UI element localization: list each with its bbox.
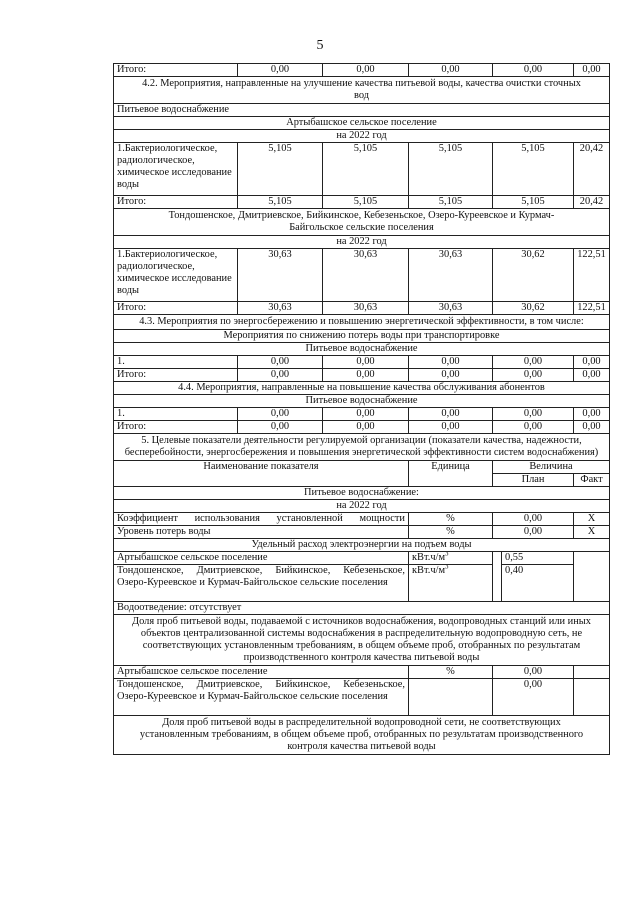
program-table bbox=[113, 63, 610, 755]
table-row: 1. 0,00 0,00 0,00 0,00 0,00 bbox=[114, 356, 610, 369]
table-row: Итого: 0,00 0,00 0,00 0,00 0,00 bbox=[114, 421, 610, 434]
section-heading: 4.2. Мероприятия, направленные на улучшение качества питьевой воды, качества очистки сточных вод bbox=[114, 77, 610, 104]
table-row: Мероприятия по снижению потерь воды при транспортировке bbox=[114, 330, 610, 343]
table-row: Тондошенское, Дмитриевское, Бийкинское, Кебезеньское, Озеро-Куреевское и Курмач-Байгольское сельские поселения bbox=[114, 209, 610, 236]
table-row: Водоотведение: отсутствует bbox=[114, 602, 610, 615]
table-row: Артыбашское сельское поселение $кВт.ч/м^3$ 0,55 bbox=[114, 552, 610, 565]
table-row: Итого: 5,105 5,105 5,105 5,105 20,42 bbox=[114, 196, 610, 209]
table-row: Тондошенское, Дмитриевское, Бийкинское, Кебезеньское, Озеро-Куреевское и Курмач-Байгольское сельские поселения $кВт.ч/м^3$ 0,40 bbox=[114, 565, 610, 602]
table-row: на 2022 год bbox=[114, 236, 610, 249]
section-heading: 5. Целевые показатели деятельности регулируемой организации (показатели качества, надежности, бесперебойности, энергосбережения и повышения энергетической эффективности систем водоснабжения) bbox=[114, 434, 610, 461]
indicators-header: Наименование показателя Единица Величина bbox=[114, 461, 610, 474]
table-row: Итого: 0,00 0,00 0,00 0,00 0,00 bbox=[114, 64, 610, 77]
indicators-header: План Факт bbox=[114, 474, 610, 487]
table-row: Питьевое водоснабжение bbox=[114, 395, 610, 408]
table-row: 1.Бактериологическое, радиологическое, химическое исследование воды 5,105 5,105 5,105 5,105 20,42 bbox=[114, 143, 610, 196]
page-number: 5 bbox=[316, 38, 324, 53]
table-row: Тондошенское, Дмитриевское, Бийкинское, Кебезеньское, Озеро-Куреевское и Курмач-Байгольское сельские поселения 0,00 bbox=[114, 679, 610, 716]
table-row: Питьевое водоснабжение: bbox=[114, 487, 610, 500]
table-row: 1. 0,00 0,00 0,00 0,00 0,00 bbox=[114, 408, 610, 421]
table-row: на 2022 год bbox=[114, 130, 610, 143]
table-row: Коэффициент использования установленной мощности % 0,00 Х bbox=[114, 513, 610, 526]
table-row: Итого: 30,63 30,63 30,63 30,62 122,51 bbox=[114, 302, 610, 315]
table-row: Итого: 0,00 0,00 0,00 0,00 0,00 bbox=[114, 369, 610, 382]
itogo-label: Итого: bbox=[114, 64, 238, 77]
section-heading: 4.4. Мероприятия, направленные на повышение качества обслуживания абонентов bbox=[114, 382, 610, 395]
table-row: Удельный расход электроэнергии на подъем воды bbox=[114, 539, 610, 552]
table-row: Уровень потерь воды % 0,00 Х bbox=[114, 526, 610, 539]
table-row: на 2022 год bbox=[114, 500, 610, 513]
measure-label: 1.Бактериологическое, радиологическое, химическое исследование воды bbox=[114, 143, 238, 196]
table-row: Артыбашское сельское поселение bbox=[114, 117, 610, 130]
section-heading: 4.3. Мероприятия по энергосбережению и повышению энергетической эффективности, в том числе: bbox=[114, 315, 610, 330]
table-row: Доля проб питьевой воды в распределительной водопроводной сети, не соответствующих установленным требованиям, в общем объеме проб, отобранных по результатам производственного контроля качества питьевой воды bbox=[114, 716, 610, 755]
table-row: 1.Бактериологическое, радиологическое, химическое исследование воды 30,63 30,63 30,63 30,62 122,51 bbox=[114, 249, 610, 302]
table-row: Артыбашское сельское поселение % 0,00 bbox=[114, 666, 610, 679]
table-row: Доля проб питьевой воды, подаваемой с источников водоснабжения, водопроводных станций или иных объектов централизованной системы водоснабжения в распределительную водопроводную сеть, не соответствующих установленным требованиям, в общем объеме проб, отобранных по результатам производственного контроля качества питьевой воды bbox=[114, 615, 610, 666]
table-row: Питьевое водоснабжение bbox=[114, 343, 610, 356]
table-row: Питьевое водоснабжение bbox=[114, 104, 610, 117]
